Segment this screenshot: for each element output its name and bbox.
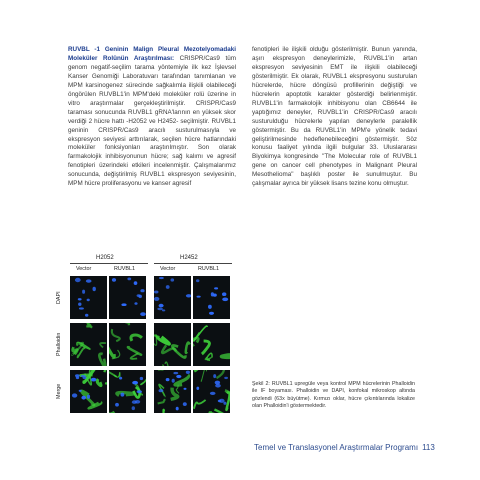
h2052-group-line: [70, 263, 148, 264]
microscopy-panel: [109, 276, 146, 319]
microscopy-panel: [193, 276, 230, 319]
condition-label: Vector: [76, 266, 92, 272]
left-paragraph: [68, 46, 236, 189]
cell-line-label-h2452: H2452: [180, 255, 198, 261]
microscopy-panel: [154, 323, 191, 366]
microscopy-panel: [70, 276, 107, 319]
figure-caption: Şekil 2: RUVBL1 upregüle veya kontrol MPM hücrelerinin Phalloidin ile IF boyaması. Phalloidin ve DAPI, konfokal mikroskop altında gözlendi (63x büyütme). Kırmızı oklar, hücre çıkıntılarında lokalize olan Phalloidin'i göstermektedir.: [252, 381, 415, 409]
footer-title: Temel ve Translasyonel Araştırmalar Programı: [254, 443, 419, 452]
microscopy-panel: [193, 323, 230, 366]
right-text-column: [252, 46, 417, 189]
microscopy-panel: [109, 323, 146, 366]
microscopy-panel: [109, 370, 146, 413]
microscopy-panel: [193, 370, 230, 413]
condition-label: Vector: [160, 266, 176, 272]
left-body-text: CRISPR/Cas9 tüm genom negatif-seçilim tarama yöntemiyle ilk kez İşlevsel Kanser Genomiği Laboratuvarı tarafından tanımlanan ve MPM karsinogenez sürecinde sağkalımla ilişkili olabileceği öngörülen RUVBL1'in MPM'deki moleküler rolü üzerine in vitro araştırmalar gerçekleştirilmiştir. CRISPR/Cas9 taraması sonucunda RUVBL1 gRNA'larının en yüksek skor verdiği 2 hücre hattı -H2052 ve H2452- seçilmiştir. RUVBL1 geninin CRISPR/Cas9 aracılı susturulmasıyla ve ekspresyon seviyesi arttırılarak, seçilen hücre hatlarındaki moleküler fonksiyonları araştırılmıştır. Son olarak farmakolojik inhibisyonunun hücre; sağ kalımı ve agresif fenotipleri üzerindeki etkileri incelenmiştir. Çalışmalarımız sonucunda, değiştirilmiş RUVBL1 ekspresyon seviyesinin, MPM hücre proliferasyonu ve kanser agresif: [68, 54, 236, 188]
condition-label: RUVBL1: [114, 266, 135, 272]
right-body-text: fenotipleri ile ilişkili olduğu gösterilmiştir. Bunun yanında, aşırı ekspresyon deneylerimizle, RUVBL1'in artan ekspresyon seviyesinin EMT ile ilişkili olabileceği gösterilmiştir. Ek olarak, RUVBL1 ekspresyonu susturulan hücrelerde, hücre döngüsü profillerinin değiştiği ve hücrelerin apoptotik karakter gösterdiği belirlenmiştir. RUVBL1'in farmakolojik inhibisyonu olan CB6644 ile yaptığımız deneyler, RUVBL1'in CRISPR/Cas9 aracılı susturulduğu hücrelerle yapılan deneylerle paralellik göstermiştir. Bu da RUVBL1'in MPM'e yönelik tedavi geliştirilmesinde hedeflenebileceğini göstermiştir. Söz konusu faaliyet yılında ilgili bulgular 33. Uluslararası Biyokimya kongresinde "The Molecular role of RUVBL1 gene on cancer cell phenotypes in Malignant Pleural Mesothelioma" başlıklı poster ile sunulmuştur. Bu çalışmalar ayrıca bir yüksek lisans tezine konu olmuştur.: [252, 46, 417, 188]
if-staining-figure: [56, 255, 238, 432]
microscopy-panel: [154, 370, 191, 413]
microscopy-panel: [70, 370, 107, 413]
row-label-phalloidin: Phalloidin: [56, 332, 62, 357]
left-text-column: [68, 46, 236, 189]
cell-line-label-h2052: H2052: [96, 255, 114, 261]
condition-label: RUVBL1: [198, 266, 219, 272]
page-footer: [254, 443, 435, 452]
microscopy-panel: [70, 323, 107, 366]
row-label-dapi: DAPI: [56, 291, 62, 304]
row-label-merge: Merge: [56, 383, 62, 400]
page-number: 113: [422, 443, 435, 452]
section-heading: RUVBL -1 Geninin Malign Pleural Mezotelyomadaki Moleküler Rolünün Araştırılması:: [68, 46, 236, 62]
microscopy-panel: [154, 276, 191, 319]
h2452-group-line: [154, 263, 232, 264]
